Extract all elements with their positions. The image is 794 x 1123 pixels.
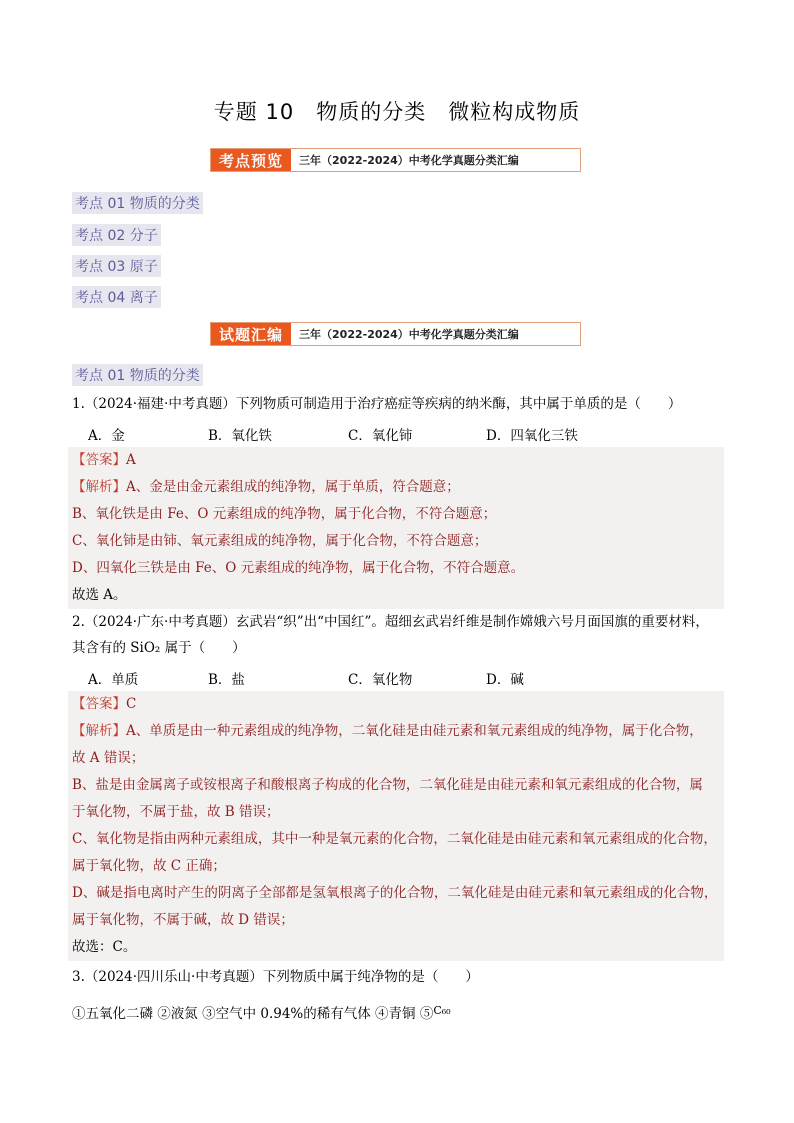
question-2-options [88, 668, 524, 688]
analysis-line: C、氧化铈是由铈、氧元素组成的纯净物，属于化合物，不符合题意； [72, 533, 488, 549]
answer-value: C [126, 696, 137, 712]
question-1-stem: 1.（2024·福建·中考真题）下列物质可制造用于治疗癌症等疾病的纳米酶，其中属于单质的是（ ） [72, 396, 682, 412]
toc-item-4[interactable]: 考点 04 离子 [72, 286, 161, 308]
question-2-stem-line-1: 2.（2024·广东·中考真题）玄武岩“织”出“中国红”。超细玄武岩纤维是制作嫦娥六号月面国旗的重要材料， [72, 614, 709, 630]
analysis-line: D、四氧化三铁是由 Fe、O 元素组成的纯净物，属于化合物，不符合题意。 [72, 560, 525, 576]
preview-banner [210, 148, 581, 172]
banner-text: 三年（2022-2024）中考化学真题分类汇编 [299, 328, 519, 341]
analysis-label: 【解析】 [72, 723, 126, 739]
exercises-banner [210, 322, 581, 346]
answer-value: A [126, 452, 136, 468]
conclusion: 故选：C。 [72, 939, 137, 955]
toc-item-2[interactable]: 考点 02 分子 [72, 224, 161, 246]
analysis-line: 属于氧化物，故 C 正确； [72, 858, 226, 874]
banner-text: 三年（2022-2024）中考化学真题分类汇编 [299, 154, 519, 167]
option-b: B．盐 [208, 672, 245, 688]
question-2-stem-line-2: 其含有的 SiO₂ 属于（ ） [72, 640, 246, 656]
option-c: C．氧化铈 [348, 428, 413, 444]
analysis-line: A、金是由金元素组成的纯净物，属于单质，符合题意； [126, 479, 460, 495]
analysis-line: 故 A 错误； [72, 750, 145, 766]
c60-formula: C₆₀ [433, 1004, 451, 1017]
analysis-label: 【解析】 [72, 479, 126, 495]
analysis-line: B、氧化铁是由 Fe、O 元素组成的纯净物，属于化合物，不符合题意； [72, 506, 497, 522]
section-heading: 考点 01 物质的分类 [72, 364, 203, 386]
analysis-line: B、盐是由金属离子或铵根离子和酸根离子构成的化合物，二氧化硅是由硅元素和氧元素组成的化合物，属 [72, 777, 703, 793]
answer-label: 【答案】 [72, 696, 126, 712]
banner-tag: 考点预览 [211, 149, 291, 171]
items-text: ①五氧化二磷 ②液氮 ③空气中 0.94%的稀有气体 ④青铜 ⑤ [72, 1006, 434, 1022]
question-1-answer-block [68, 447, 724, 609]
option-b: B．氧化铁 [208, 428, 272, 444]
option-c: C．氧化物 [348, 672, 413, 688]
question-2-answer-block [68, 691, 724, 961]
conclusion: 故选 A。 [72, 587, 127, 603]
option-a: A．金 [88, 428, 125, 444]
option-d: D．碱 [486, 672, 524, 688]
toc-item-1[interactable]: 考点 01 物质的分类 [72, 192, 203, 214]
question-1-options [88, 424, 578, 444]
question-3-stem: 3.（2024·四川乐山·中考真题）下列物质中属于纯净物的是（ ） [72, 969, 479, 985]
analysis-line: A、单质是由一种元素组成的纯净物，二氧化硅是由硅元素和氧元素组成的纯净物，属于化合物， [126, 723, 703, 739]
answer-label: 【答案】 [72, 452, 126, 468]
toc-item-3[interactable]: 考点 03 原子 [72, 255, 161, 277]
analysis-line: C、氧化物是指由两种元素组成，其中一种是氧元素的化合物，二氧化硅是由硅元素和氧元素组成的化合物， [72, 831, 717, 847]
page-title: 专题 10 物质的分类 微粒构成物质 [213, 100, 581, 124]
banner-tag: 试题汇编 [211, 323, 291, 345]
analysis-line: 于氧化物，不属于盐，故 B 错误； [72, 804, 280, 820]
question-3-items [72, 1001, 732, 1024]
analysis-line: 属于氧化物，不属于碱，故 D 错误； [72, 912, 294, 928]
option-a: A．单质 [88, 672, 139, 688]
analysis-line: D、碱是指电离时产生的阴离子全部都是氢氧根离子的化合物，二氧化硅是由硅元素和氧元素组成的化合物， [72, 885, 718, 901]
option-d: D．四氧化三铁 [486, 428, 578, 444]
